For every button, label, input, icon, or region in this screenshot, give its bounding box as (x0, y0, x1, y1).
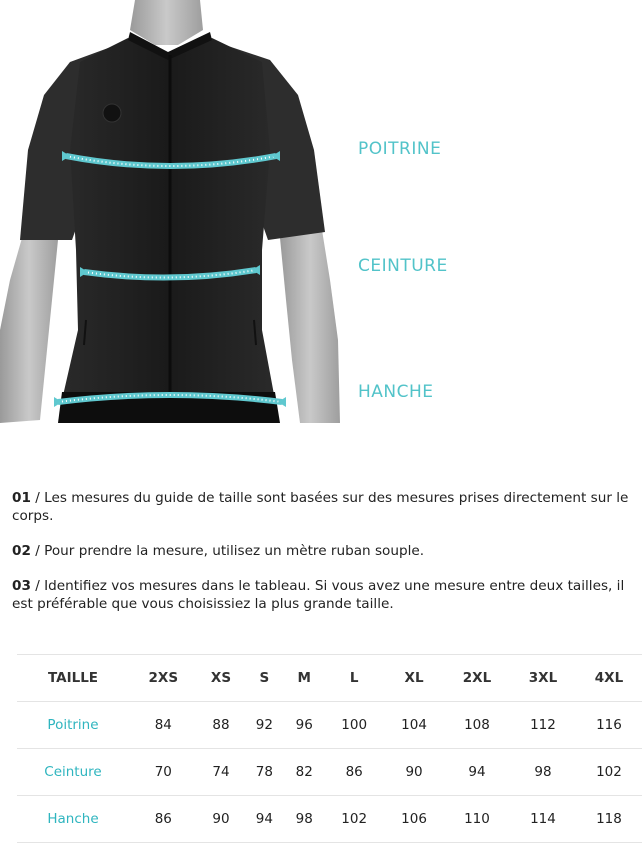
instruction-number: 01 (12, 490, 31, 506)
size-table (17, 654, 642, 843)
table-row-hip (17, 796, 642, 843)
table-cell: 102 (576, 749, 642, 796)
header-size: 2XS (129, 655, 198, 702)
table-row-waist (17, 749, 642, 796)
table-cell: 98 (510, 749, 576, 796)
table-cell: 98 (284, 796, 324, 843)
header-size: 2XL (444, 655, 510, 702)
table-cell: 118 (576, 796, 642, 843)
header-size: XS (198, 655, 245, 702)
table-cell: 84 (129, 702, 198, 749)
instruction-text: Identifiez vos mesures dans le tableau. Si vous avez une mesure entre deux tailles, il est préférable que vous choisissiez la plus grande taille. (12, 578, 625, 612)
instruction-number: 03 (12, 578, 31, 594)
label-waist: CEINTURE (358, 256, 448, 276)
instruction-separator: / (30, 578, 45, 594)
table-cell: 90 (198, 796, 245, 843)
header-size: L (324, 655, 384, 702)
table-header-row (17, 655, 642, 702)
table-cell: 88 (198, 702, 245, 749)
table-cell: 94 (244, 796, 284, 843)
label-chest: POITRINE (358, 139, 442, 159)
table-cell: 114 (510, 796, 576, 843)
table-cell: 102 (324, 796, 384, 843)
table-cell: 74 (198, 749, 245, 796)
header-size-label: TAILLE (17, 655, 129, 702)
table-cell: 70 (129, 749, 198, 796)
instruction-separator: / (30, 543, 45, 559)
table-cell: 90 (384, 749, 444, 796)
table-cell: 100 (324, 702, 384, 749)
instruction-1 (12, 489, 630, 525)
row-label: Ceinture (17, 749, 129, 796)
table-cell: 96 (284, 702, 324, 749)
table-cell: 108 (444, 702, 510, 749)
jersey-measurement-photo (0, 0, 340, 423)
table-row-chest (17, 702, 642, 749)
label-hip: HANCHE (358, 382, 434, 402)
instruction-number: 02 (12, 543, 31, 559)
instruction-2 (12, 542, 630, 560)
table-cell: 94 (444, 749, 510, 796)
instructions (12, 489, 630, 630)
table-cell: 104 (384, 702, 444, 749)
table-cell: 86 (129, 796, 198, 843)
header-size: S (244, 655, 284, 702)
table-cell: 86 (324, 749, 384, 796)
jersey-illustration (0, 0, 340, 423)
header-size: M (284, 655, 324, 702)
instruction-3 (12, 577, 630, 613)
row-label: Hanche (17, 796, 129, 843)
right-arm (280, 230, 340, 423)
table-cell: 78 (244, 749, 284, 796)
left-arm (0, 238, 58, 423)
header-size: 3XL (510, 655, 576, 702)
table-cell: 110 (444, 796, 510, 843)
table-cell: 82 (284, 749, 324, 796)
instruction-separator: / (30, 490, 45, 506)
table-cell: 106 (384, 796, 444, 843)
header-size: 4XL (576, 655, 642, 702)
instruction-text: Les mesures du guide de taille sont basées sur des mesures prises directement sur le corps. (12, 490, 629, 524)
table-cell: 116 (576, 702, 642, 749)
instruction-text: Pour prendre la mesure, utilisez un mètre ruban souple. (44, 543, 425, 559)
row-label: Poitrine (17, 702, 129, 749)
table-cell: 92 (244, 702, 284, 749)
table-cell: 112 (510, 702, 576, 749)
header-size: XL (384, 655, 444, 702)
